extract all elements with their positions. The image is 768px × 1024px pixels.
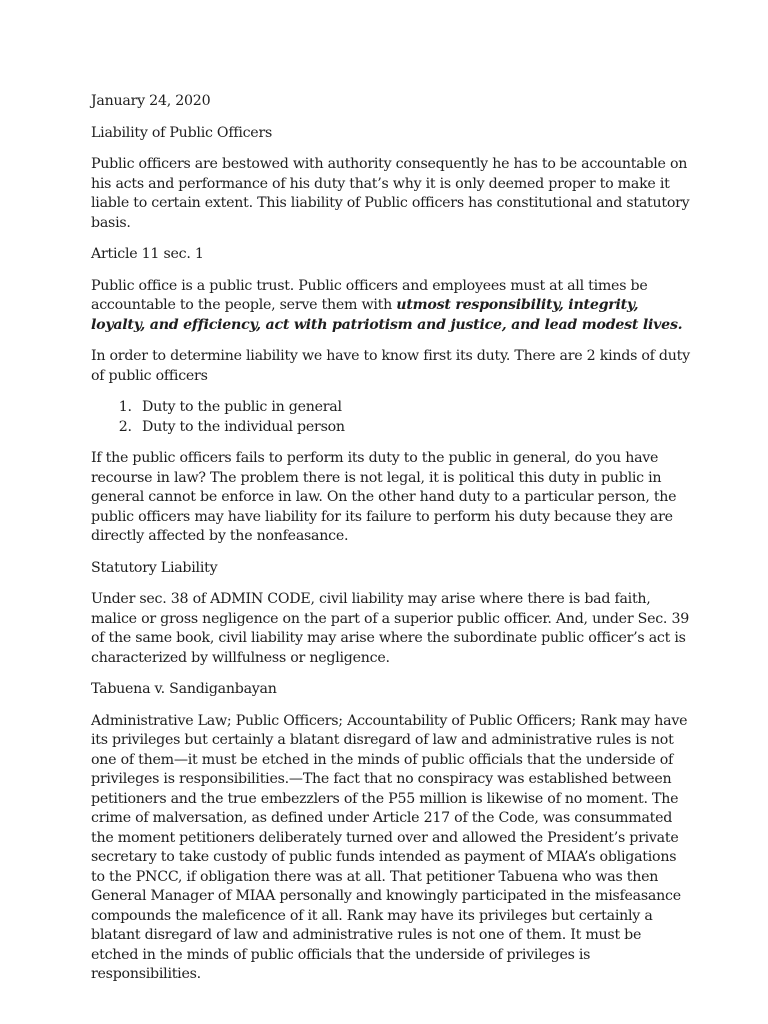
document-date: January 24, 2020	[91, 93, 211, 109]
article-emphasis: utmost responsibility, integrity, loyalty, and efficiency, act with patriotism and justice, and lead modest lives.	[91, 297, 683, 333]
article-heading: Article 11 sec. 1	[91, 246, 204, 262]
case-heading: Tabuena v. Sandiganbayan	[91, 681, 277, 697]
list-item: 2. Duty to the individual person	[136, 418, 691, 438]
document-title: Liability of Public Officers	[91, 124, 273, 141]
list-item: 1. Duty to the public in general	[136, 398, 691, 418]
intro-paragraph: Public officers are bestowed with authority consequently he has to be accountable on his acts and performance of his duty that’s why it is only deemed proper to make it liable to certain extent. This liability of Public officers has constitutional and statutory basis.	[91, 156, 690, 231]
article-text: Public office is a public trust. Public officers and employees must at all times be accountable to the people, serve them with	[91, 277, 648, 313]
statutory-heading: Statutory Liability	[91, 559, 218, 576]
duties-list	[91, 398, 691, 437]
statutory-paragraph: Under sec. 38 of ADMIN CODE, civil liability may arise where there is bad faith, malice or gross negligence on the part of a superior public officer. And, under Sec. 39 of the same book, civil liability may arise where the subordinate public officer’s act is characterized by willfulness or negligence.	[91, 591, 690, 666]
duty-intro-paragraph: In order to determine liability we have to know first its duty. There are 2 kinds of duty of public officers	[91, 348, 690, 384]
document-page	[91, 92, 691, 997]
article-paragraph	[91, 277, 691, 336]
duty-discussion-paragraph: If the public officers fails to perform its duty to the public in general, do you have recourse in law? The problem there is not legal, it is political this duty in public in general cannot be enforce in law. On the other hand duty to a particular person, the public officers may have liability for its failure to perform his duty because they are directly affected by the nonfeasance.	[91, 450, 677, 544]
case-paragraph: Administrative Law; Public Officers; Accountability of Public Officers; Rank may have its privileges but certainly a blatant disregard of law and administrative rules is not one of them—it must be etched in the minds of public officials that the underside of privileges is responsibilities.—The fact that no conspiracy was established between petitioners and the true embezzlers of the P55 million is likewise of no moment. The crime of malversation, as defined under Article 217 of the Code, was consummated the moment petitioners deliberately turned over and allowed the President’s private secretary to take custody of public funds intended as payment of MIAA’s obligations to the PNCC, if obligation there was at all. That petitioner Tabuena who was then General Manager of MIAA personally and knowingly participated in the misfeasance compounds the maleficence of it all. Rank may have its privileges but certainly a blatant disregard of law and administrative rules is not one of them. It must be etched in the minds of public officials that the underside of privileges is responsibilities.	[91, 712, 688, 982]
